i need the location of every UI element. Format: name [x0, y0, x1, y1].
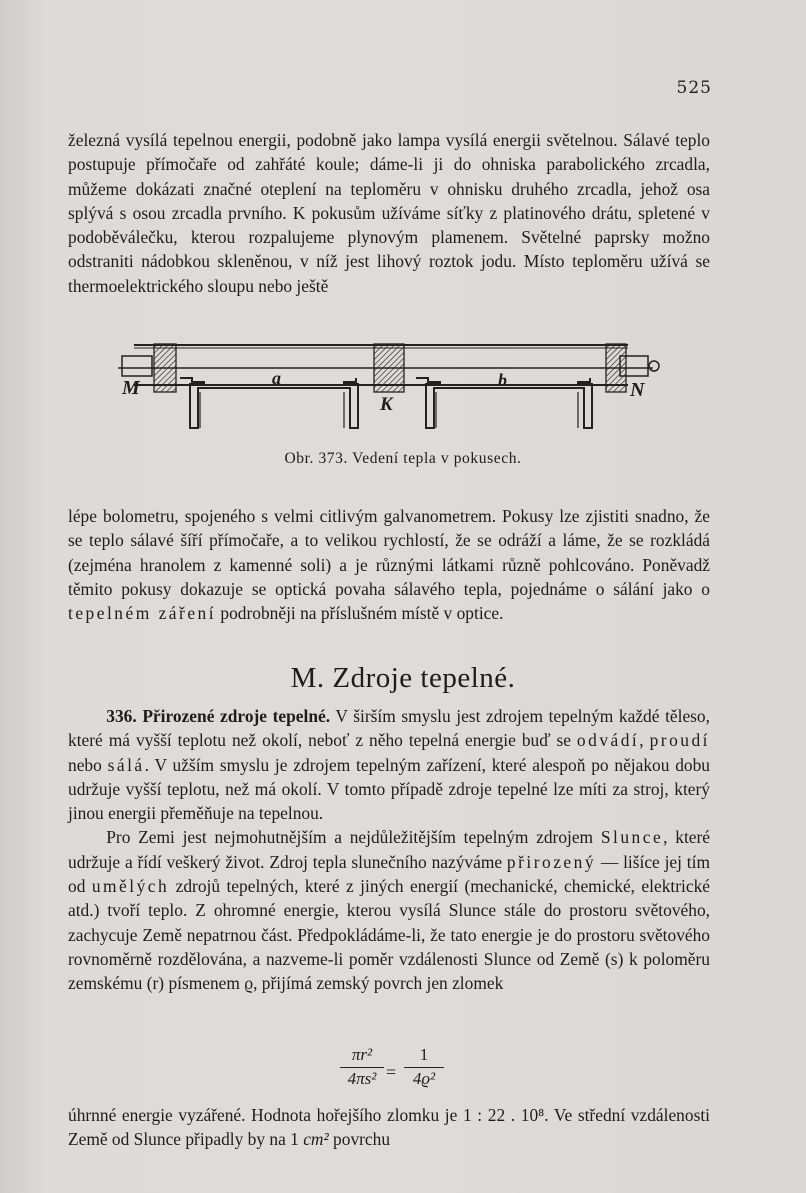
vessel-b-outline — [436, 392, 578, 428]
paragraph-5: úhrnné energie vyzářené. Hodnota hořejšího zlomku je 1 : 22 . 10⁸. Ve střední vzdálenosti Země od Slunce připadly by na 1 cm² povrchu — [68, 1105, 710, 1150]
end-screw-right — [649, 361, 659, 371]
paragraph-2-text-b: podrobněji na příslušném místě v optice. — [216, 603, 504, 624]
formula-right-fraction: $\frac{1}{\text{4ϱ²}}$ — [404, 1045, 444, 1089]
label-n: N — [630, 379, 645, 401]
unit-cm2: cm² — [303, 1129, 329, 1150]
label-m: M — [122, 377, 140, 399]
paragraph-2-spaced: tepelném záření — [68, 603, 217, 624]
paragraph-3: 336. Přirozené zdroje tepelné. V širším smyslu jest zdrojem tepelným každé těleso, které má vyšší teplotu než okolí, neboť z něho tepelná energie buď se odvádí, proudí nebo sálá. V užším smyslu je zdrojem tepelným zařízení, které alespoň po nějakou dobu udržuje vyšší teplotu, než má okolí. V tomto případě zdroje tepelné lze míti za stroj, který jinou energii přeměňuje na tepelnou. — [68, 706, 710, 824]
hatched-block-center — [374, 344, 404, 392]
section-heading: M. Zdroje tepelné. — [290, 662, 516, 694]
paragraph-4: Pro Zemi jest nejmohutnějším a nejdůležitějším tepelným zdrojem Slunce, které udržuje a řídí veškerý život. Zdroj tepla slunečního nazýváme přirozený — lišíce jej tím od umělých zdrojů tepelných, které z jiných energií (mechanické, chemické, elektrické atd.) tvoří teplo. Z ohromné energie, kterou vysílá Slunce stále do prostoru světového, zachycuje Země nepatrnou část. Předpokládáme-li, že tato energie je do prostoru světového rovnoměrně rozdělována, a nazveme-li poměr vzdálenosti Slunce od Země (s) k poloměru zemskému (r) písmenem ϱ, přijímá zemský povrch jen zlomek — [68, 827, 711, 994]
paragraphs-3-5 — [68, 704, 710, 996]
formula-equals: = — [386, 1062, 397, 1082]
page-number: 525 — [676, 78, 712, 98]
paragraph-2 — [68, 504, 710, 625]
paragraph-1 — [68, 128, 710, 298]
vessel-a-outline — [200, 392, 344, 428]
section-title: Přirozené zdroje tepelné. — [142, 706, 331, 726]
section-number: 336. — [106, 706, 137, 726]
figure-caption: Obr. 373. Vedení tepla v pokusech. — [284, 450, 522, 467]
label-b: b — [498, 370, 507, 390]
paragraph-1-text: železná vysílá tepelnou energii, podobně jako lampa vysílá energii světelnou. Sálavé teplo postupuje přímočaře od zahřáté koule; dáme-li ji do ohniska parabolického zrcadla, můžeme dokázati značné oteplení na teploměru v ohnisku druhého zrcadla, jehož osa splývá s osou zrcadla prvního. K pokusům užíváme síťky z platinového drátu, spletené v podoběválečku, kterou rozpalujeme plynovým plamenem. Světelné paprsky možno odstraniti nádobkou skleněnou, v níž jest lihový roztok jodu. Místo teploměru užívá se thermoelektrického sloupu nebo ještě — [68, 130, 710, 296]
hatched-block-left — [154, 344, 176, 392]
label-k: K — [380, 394, 393, 415]
paragraph-2-text-a: lépe bolometru, spojeného s velmi citlivým galvanometrem. Pokusy lze zjistiti snadno, že se teplo sálavé šíří přímočaře, a to velikou rychlostí, že se odráží a láme, že se rozkládá (zejména hranolem z kamenné soli) a je různými látkami různě pohlcováno. Poněvadž těmito pokusy dokazuje se optická povaha sálavého tepla, pojednáme o sálání jako o — [68, 506, 710, 599]
label-a: a — [272, 368, 281, 388]
formula — [340, 1045, 480, 1105]
hatched-block-right — [606, 344, 626, 392]
end-cap-left — [122, 356, 152, 376]
figure-diagram — [118, 338, 678, 434]
formula-left-fraction: $\frac{\text{πr²}}{\text{4πs²}}$ — [340, 1045, 384, 1089]
figure-heat-conduction — [118, 338, 678, 434]
